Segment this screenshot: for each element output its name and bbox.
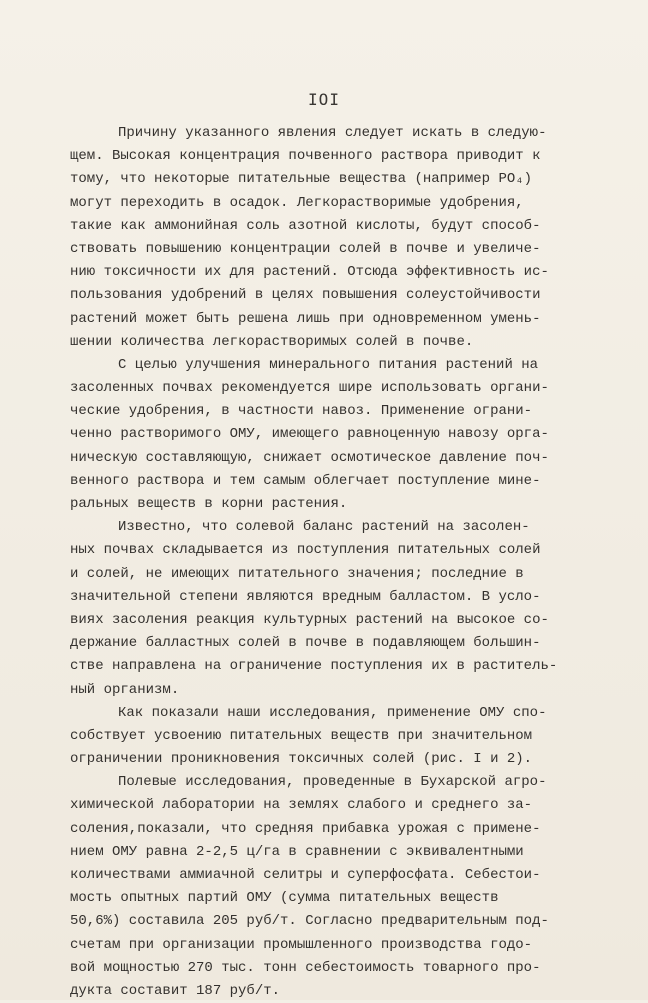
paragraph [70, 354, 570, 516]
paragraph [70, 122, 570, 354]
text-line: тому, что некоторые питательные вещества (например PO₄) [70, 171, 533, 188]
text-line: ническую составляющую, снижает осмотическое давление поч- [70, 449, 549, 466]
text-line: собствует усвоению питательных веществ при значительном [70, 727, 533, 744]
text-line: ральных веществ в корни растения. [70, 496, 348, 512]
text-line: Как показали наши исследования, применение ОМУ спо- [118, 704, 547, 721]
text-line: Полевые исследования, проведенные в Бухарской агро- [118, 774, 547, 791]
text-line: виях засоления реакция культурных растений на высокое со- [70, 611, 549, 628]
text-line: ческие удобрения, в частности навоз. Применение ограни- [70, 403, 533, 420]
paragraph [70, 516, 570, 702]
text-line: вой мощностью 270 тыс. тонн себестоимость товарного про- [70, 959, 541, 976]
text-line: мость опытных партий ОМУ (сумма питательных веществ [70, 890, 499, 907]
text-line: держание балластных солей в почве в подавляющем большин- [70, 635, 541, 652]
text-line: и солей, не имеющих питательного значения; последние в [70, 565, 524, 582]
text-line: ствовать повышению концентрации солей в почве и увеличе- [70, 240, 541, 257]
text-line: могут переходить в осадок. Легкорастворимые удобрения, [70, 194, 524, 211]
text-line: такие как аммонийная соль азотной кислоты, будут способ- [70, 217, 541, 234]
text-line: 50,6%) составила 205 руб/т. Согласно предварительным под- [70, 913, 549, 930]
text-line: ных почвах складывается из поступления питательных солей [70, 542, 541, 559]
text-line: ный организм. [70, 681, 180, 698]
text-line: значительной степени являются вредным балластом. В усло- [70, 588, 541, 605]
text-line: Причину указанного явления следует искать в следую- [118, 125, 547, 141]
text-line: засоленных почвах рекомендуется шире использовать органи- [70, 380, 549, 397]
paragraph [70, 702, 570, 772]
text-line: нию токсичности их для растений. Отсюда эффективность ис- [70, 264, 549, 281]
text-line: стве направлена на ограничение поступления их в раститель- [70, 658, 558, 675]
text-line: ченно растворимого ОМУ, имеющего равноценную навозу орга- [70, 426, 549, 443]
text-line: венного раствора и тем самым облегчает поступление мине- [70, 472, 541, 489]
text-line: растений может быть решена лишь при одновременном умень- [70, 310, 541, 327]
page-number: IOI [308, 90, 340, 109]
text-line: пользования удобрений в целях повышения солеустойчивости [70, 287, 541, 304]
text-line: соления,показали, что средняя прибавка урожая с примене- [70, 820, 541, 837]
text-line: Известно, что солевой баланс растений на засолен- [118, 519, 530, 536]
text-line: нием ОМУ равна 2-2,5 ц/га в сравнении с эквивалентными [70, 843, 524, 860]
body-text [70, 122, 570, 1003]
text-line: шении количества легкорастворимых солей в почве. [70, 333, 474, 350]
text-line: химической лаборатории на землях слабого и среднего за- [70, 797, 533, 814]
text-line: С целью улучшения минерального питания растений на [118, 356, 539, 373]
text-line: ограничении проникновения токсичных солей (рис. I и 2). [70, 751, 533, 768]
text-line: счетам при организации промышленного производства годо- [70, 936, 533, 953]
text-line: щем. Высокая концентрация почвенного раствора приводит к [70, 148, 541, 165]
text-line: количествами аммиачной селитры и суперфосфата. Себестои- [70, 867, 541, 883]
text-line: дукта составит 187 руб/т. [70, 982, 281, 999]
paragraph [70, 771, 570, 1003]
